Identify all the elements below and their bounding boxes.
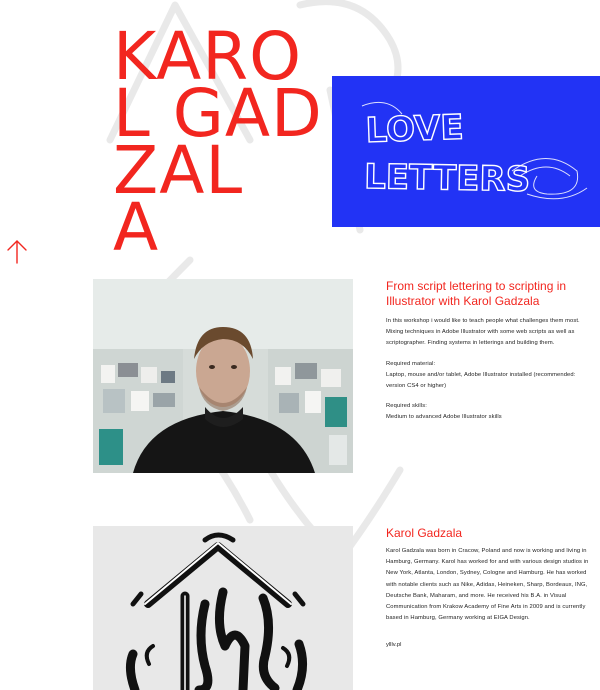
bio-heading: Karol Gadzala [386,526,463,540]
love-text: LOVE [364,107,465,151]
bio-text: Karol Gadzala was born in Cracow, Poland and now is working and living in Hamburg, Germany. Karol has worked for and with various design studios in New York, Atlanta, London, Sydney, Cologne and Hamburg. He has worked with notable clients such as Nike, Adidas, Heineken, Sharp, Bordeaux, ING, Deutsche Bank, Maharam, and more. He received his B.A. in Visual Communication from Krakow Academy of Fine Arts in 2009 and is currently based in Hamburg, Germany working at EIGA Design. [386,548,589,622]
title-line: A [113,189,160,266]
skills-label: Required skills: [386,403,427,410]
website-link[interactable]: ylllv.pl [386,642,402,649]
title-line: KARO [113,18,303,95]
portrait-photo [93,279,353,473]
title-line: ZAL [113,132,244,209]
photo-illustration [93,279,353,473]
letters-text: LETTERS [363,157,531,200]
love-letters-artwork [332,76,600,227]
blackletter-illustration [93,526,353,690]
love-letters-lettering [332,76,600,227]
page-title [113,18,323,266]
title-line: L GAD [113,75,323,152]
bio-section [386,526,596,651]
workshop-heading: From script lettering to scripting in Illustrator with Karol Gadzala [386,279,567,308]
material-label: Required material: [386,360,436,367]
skills-text: Medium to advanced Adobe Illustrator skills [386,414,502,421]
workshop-section [386,279,596,433]
workshop-intro: In this workshop i would like to teach people what challenges them most. Mixing techniques in Adobe Illustrator with some web scripts as well as scriptographer. Finding systems in letterings and building them. [386,318,580,347]
lettering-artwork [93,526,353,690]
material-text: Laptop, mouse and/or tablet, Adobe Illustrator installed (recommended: version CS4 or higher) [386,371,576,390]
arrow-up-icon[interactable] [6,238,28,264]
